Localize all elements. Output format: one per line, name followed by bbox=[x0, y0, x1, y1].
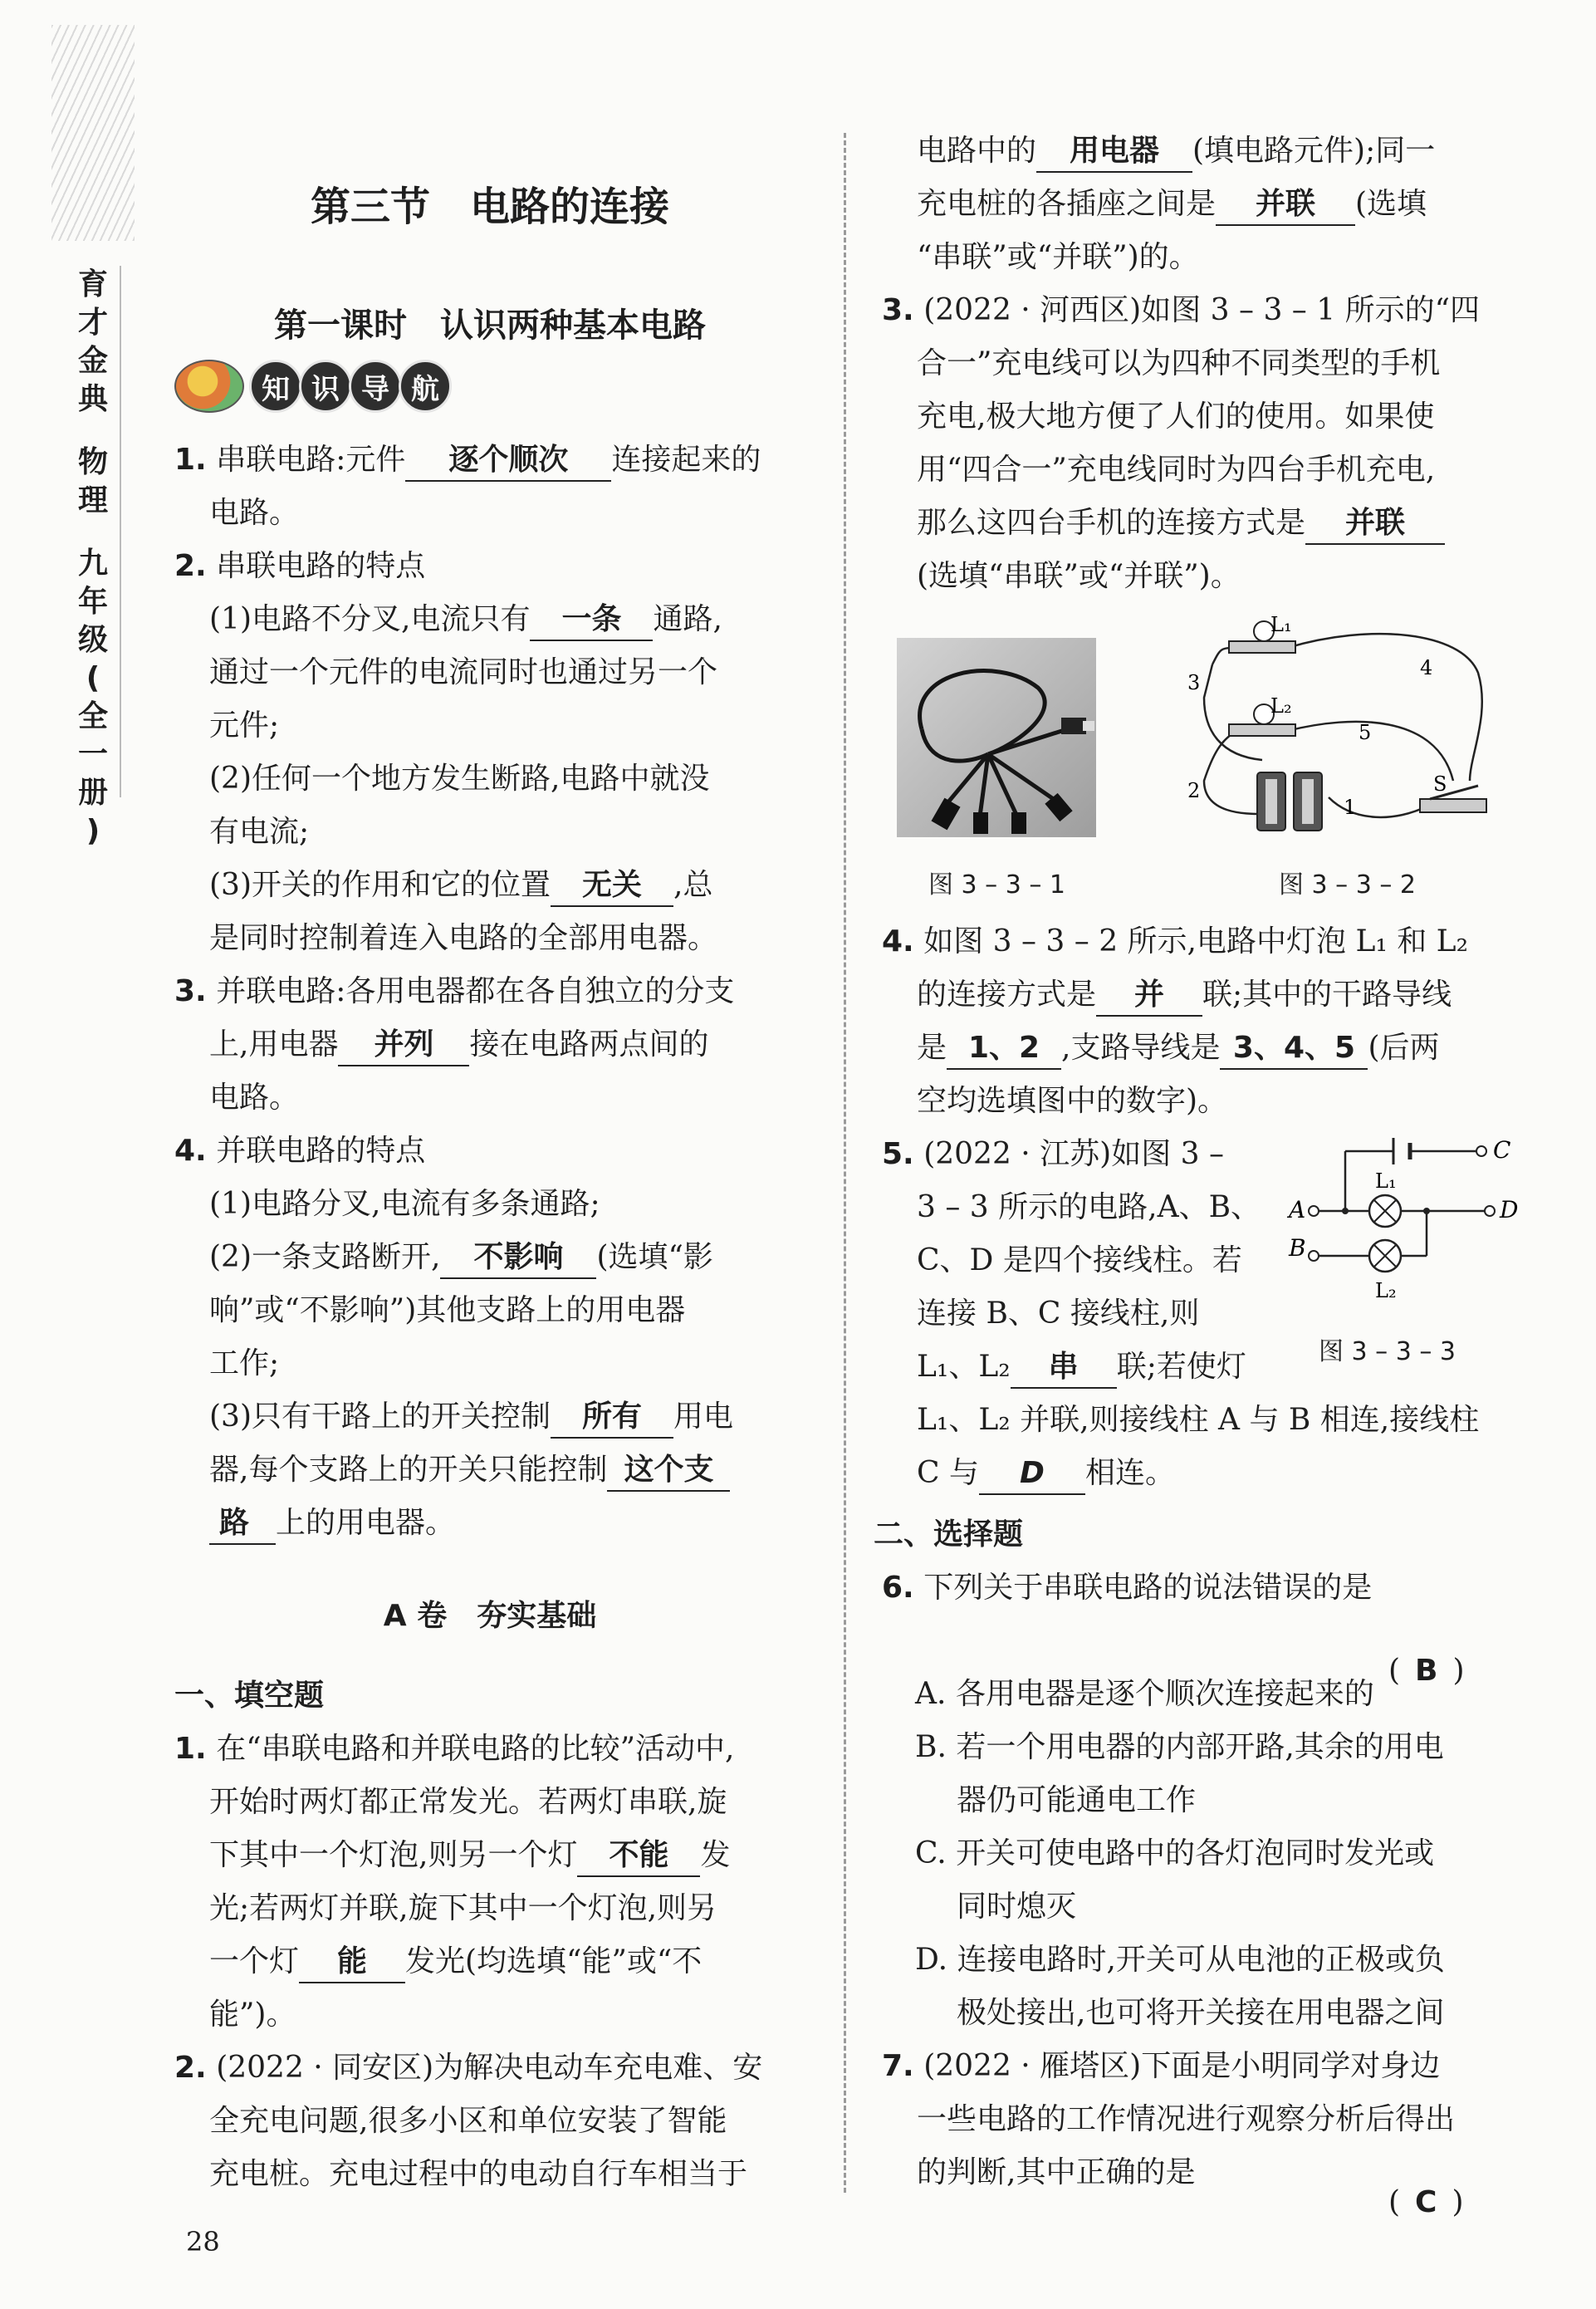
text-line: 的连接方式是 并 联;其中的干路导线 bbox=[917, 968, 1452, 1022]
knowledge-nav-badge bbox=[174, 357, 448, 415]
text-line: 上,用电器 并列 接在电路两点间的 bbox=[209, 1018, 708, 1071]
text-line: 合一”充电线可以为四种不同类型的手机 bbox=[917, 346, 1441, 380]
text-line: 是同时控制着连入电路的全部用电器。 bbox=[209, 921, 718, 955]
lamp-holder bbox=[1229, 641, 1295, 653]
badge-char: 航 bbox=[399, 360, 452, 413]
text-line: (1)电路分叉,电流有多条通路; bbox=[209, 1187, 600, 1221]
badge-char: 知 bbox=[249, 360, 302, 413]
fig2-label: S bbox=[1433, 772, 1447, 796]
fig2-label: L₁ bbox=[1270, 615, 1292, 636]
sidebar-char: 年 bbox=[77, 585, 108, 619]
text-line: 元件; bbox=[209, 708, 280, 743]
answer-blank: 不影响 bbox=[440, 1238, 596, 1279]
fig3-label: A bbox=[1289, 1196, 1306, 1223]
choice-heading: 二、选择题 bbox=[874, 1517, 1024, 1552]
text-line: C 与 D 相连。 bbox=[917, 1447, 1175, 1500]
text-line: 路 上的用电器。 bbox=[209, 1497, 455, 1550]
answer-bracket-q7: ( C ) bbox=[1388, 2185, 1464, 2219]
text-line: (3)只有干路上的开关控制 所有 用电 bbox=[209, 1390, 733, 1444]
answer-blank: 逐个顺次 bbox=[405, 440, 611, 482]
text-line: 充电,极大地方便了人们的使用。如果使 bbox=[917, 400, 1435, 434]
text-line: 开始时两灯都正常发光。若两灯串联,旋 bbox=[209, 1785, 727, 1819]
option-d: D. 连接电路时,开关可从电池的正极或负 bbox=[915, 1943, 1445, 1977]
badge-char: 识 bbox=[299, 360, 352, 413]
answer-blank: 能 bbox=[299, 1942, 405, 1983]
sidebar-char: 理 bbox=[77, 483, 108, 517]
text-line: L₁、L₂ 串 联;若使灯 bbox=[917, 1341, 1246, 1394]
fig2-label: 4 bbox=[1420, 656, 1433, 679]
figure-3-3-1-caption: 图 3 – 3 – 1 bbox=[928, 870, 1065, 900]
text-line: 那么这四台手机的连接方式是 并联 bbox=[917, 497, 1445, 550]
figure-3-3-2-caption: 图 3 – 3 – 2 bbox=[1279, 870, 1416, 900]
nav-item-4: 4. 并联电路的特点 bbox=[174, 1134, 426, 1168]
text-line: (2)任何一个地方发生断路,电路中就没 bbox=[209, 762, 710, 796]
text-line: 是 1、2 ,支路导线是 3、4、5 (后两 bbox=[917, 1022, 1440, 1075]
corner-hatch-decoration bbox=[51, 25, 135, 241]
mascot-icon bbox=[174, 360, 244, 413]
text-line: 响”或“不影响”)其他支路上的用电器 bbox=[209, 1293, 686, 1327]
answer-blank: 串 bbox=[1011, 1347, 1117, 1389]
answer-blank: 并联 bbox=[1305, 503, 1445, 545]
nav-item-1: 1. 串联电路:元件 逐个顺次 连接起来的 bbox=[174, 434, 761, 487]
text-line: (2)一条支路断开, 不影响 (选填“影 bbox=[209, 1231, 713, 1284]
text-line: 用“四合一”充电线同时为四台手机充电, bbox=[917, 453, 1436, 487]
lesson-title: 第一课时 认识两种基本电路 bbox=[274, 306, 706, 345]
text-line: 能”)。 bbox=[209, 1998, 296, 2032]
text-line: 充电桩。充电过程中的电动自行车相当于 bbox=[209, 2157, 748, 2191]
sidebar-char: 全 bbox=[77, 699, 108, 733]
text-line: 空均选填图中的数字)。 bbox=[917, 1084, 1228, 1118]
section-a-heading: A 卷 夯实基础 bbox=[383, 1599, 597, 1633]
fig3-label: L₁ bbox=[1375, 1169, 1397, 1193]
section-title: 第三节 电路的连接 bbox=[310, 184, 669, 230]
text-line: L₁、L₂ 并联,则接线柱 A 与 B 相连,接线柱 bbox=[917, 1403, 1480, 1437]
switch-icon bbox=[1420, 799, 1486, 812]
text-line: 3 – 3 所示的电路,A、B、 bbox=[917, 1190, 1261, 1224]
text-line: 光;若两灯并联,旋下其中一个灯泡,则另 bbox=[209, 1891, 717, 1925]
answer-blank: 这个支 bbox=[607, 1450, 730, 1492]
text-line: 电路。 bbox=[209, 1081, 300, 1115]
terminal-d bbox=[1485, 1206, 1495, 1216]
answer-blank: 1、2 bbox=[947, 1028, 1061, 1070]
question-1: 1. 在“串联电路和并联电路的比较”活动中, bbox=[174, 1732, 735, 1766]
question-6: 6. 下列关于串联电路的说法错误的是 bbox=[882, 1571, 1373, 1605]
option-c: C. 开关可使电路中的各灯泡同时发光或 bbox=[915, 1836, 1435, 1870]
text-line: C、D 是四个接线柱。若 bbox=[917, 1243, 1242, 1277]
sidebar-char: ) bbox=[86, 814, 100, 848]
answer-blank: 用电器 bbox=[1036, 131, 1192, 173]
fig3-label: B bbox=[1289, 1234, 1306, 1262]
answer-blank: D bbox=[979, 1454, 1085, 1495]
option-a: A. 各用电器是逐个顺次连接起来的 bbox=[915, 1677, 1374, 1711]
fig3-label: D bbox=[1500, 1196, 1519, 1223]
question-7: 7. (2022 · 雁塔区)下面是小明同学对身边 bbox=[882, 2049, 1441, 2083]
text-line: “串联”或“并联”)的。 bbox=[917, 240, 1199, 274]
text-line: 器,每个支路上的开关只能控制 这个支 bbox=[209, 1444, 730, 1497]
fig2-label: 3 bbox=[1187, 671, 1201, 694]
text-line: 连接 B、C 接线柱,则 bbox=[917, 1297, 1200, 1331]
sidebar-char: 册 bbox=[77, 776, 108, 810]
sidebar-char: ( bbox=[86, 661, 100, 695]
answer-blank: 不能 bbox=[577, 1836, 700, 1877]
answer-blank: 并 bbox=[1096, 975, 1202, 1017]
text-line: 的判断,其中正确的是 bbox=[917, 2155, 1196, 2189]
answer-blank: 3、4、5 bbox=[1220, 1028, 1368, 1070]
sidebar-char: 级 bbox=[77, 623, 108, 657]
fig2-label: 1 bbox=[1344, 796, 1357, 819]
answer-blank: 一条 bbox=[530, 600, 653, 641]
nav-item-3: 3. 并联电路:各用电器都在各自独立的分支 bbox=[174, 974, 735, 1008]
text-line: (3)开关的作用和它的位置 无关 ,总 bbox=[209, 859, 712, 912]
text-line: (选填“串联”或“并联”)。 bbox=[917, 559, 1241, 593]
text-line: 一些电路的工作情况进行观察分析后得出 bbox=[917, 2102, 1456, 2136]
fig3-label: L₂ bbox=[1375, 1279, 1397, 1302]
figure-3-3-3-circuit bbox=[1285, 1131, 1526, 1314]
text-line: 电路中的 用电器 (填电路元件);同一 bbox=[917, 125, 1435, 178]
text-line: 充电桩的各插座之间是 并联 (选填 bbox=[917, 178, 1427, 231]
text-line: 全充电问题,很多小区和单位安装了智能 bbox=[209, 2104, 727, 2138]
text-line: (1)电路不分叉,电流只有 一条 通路, bbox=[209, 593, 722, 646]
answer-blank: 并列 bbox=[338, 1025, 469, 1066]
text-line: 下其中一个灯泡,则另一个灯 不能 发 bbox=[209, 1829, 730, 1882]
answer-blank: 路 bbox=[209, 1503, 276, 1545]
figure-3-3-2-circuit bbox=[1187, 615, 1503, 855]
text-line: 电路。 bbox=[209, 496, 300, 530]
figure-3-3-3-caption: 图 3 – 3 – 3 bbox=[1319, 1337, 1456, 1366]
text-line: 一个灯 能 发光(均选填“能”或“不 bbox=[209, 1935, 702, 1988]
book-sidebar-label bbox=[66, 266, 121, 848]
terminal-a bbox=[1309, 1206, 1319, 1216]
question-3: 3. (2022 · 河西区)如图 3 – 3 – 1 所示的“四 bbox=[882, 293, 1481, 327]
text-line: 工作; bbox=[209, 1346, 280, 1380]
sidebar-char: 育 bbox=[77, 267, 108, 301]
answer-blank: 并联 bbox=[1216, 184, 1355, 226]
sidebar-char: 九 bbox=[77, 547, 108, 581]
fig3-label: C bbox=[1493, 1136, 1511, 1164]
text-line: 同时熄灭 bbox=[957, 1890, 1077, 1924]
question-5: 5. (2022 · 江苏)如图 3 – bbox=[882, 1137, 1225, 1171]
sidebar-char: 金 bbox=[77, 344, 108, 378]
sidebar-char: 一 bbox=[77, 738, 108, 772]
sidebar-char: 典 bbox=[77, 382, 108, 416]
question-4: 4. 如图 3 – 3 – 2 所示,电路中灯泡 L₁ 和 L₂ bbox=[882, 924, 1469, 958]
terminal-b bbox=[1309, 1251, 1319, 1261]
text-line: 有电流; bbox=[209, 815, 310, 849]
figure-3-3-1-photo bbox=[897, 638, 1096, 837]
badge-char: 导 bbox=[349, 360, 402, 413]
text-line: 极处接出,也可将开关接在用电器之间 bbox=[957, 1996, 1445, 2030]
answer-bracket-q6: ( B ) bbox=[1388, 1654, 1465, 1688]
fig2-label: 2 bbox=[1187, 779, 1201, 802]
sidebar-char: 才 bbox=[77, 306, 108, 340]
nav-item-2: 2. 串联电路的特点 bbox=[174, 549, 426, 583]
text-line: 器仍可能通电工作 bbox=[957, 1783, 1197, 1817]
terminal-c bbox=[1476, 1146, 1486, 1156]
fig2-label: 5 bbox=[1359, 721, 1372, 744]
answer-blank: 无关 bbox=[551, 865, 673, 907]
lamp-holder bbox=[1229, 724, 1295, 736]
column-divider bbox=[844, 133, 846, 2193]
answer-blank: 所有 bbox=[551, 1397, 673, 1439]
sidebar-char: 物 bbox=[77, 445, 108, 479]
option-b: B. 若一个用电器的内部开路,其余的用电 bbox=[915, 1730, 1444, 1764]
page-number: 28 bbox=[186, 2226, 220, 2258]
question-2: 2. (2022 · 同安区)为解决电动车充电难、安 bbox=[174, 2051, 763, 2085]
fill-in-heading: 一、填空题 bbox=[174, 1679, 325, 1713]
fig2-label: L₂ bbox=[1270, 694, 1292, 718]
text-line: 通过一个元件的电流同时也通过另一个 bbox=[209, 655, 718, 689]
